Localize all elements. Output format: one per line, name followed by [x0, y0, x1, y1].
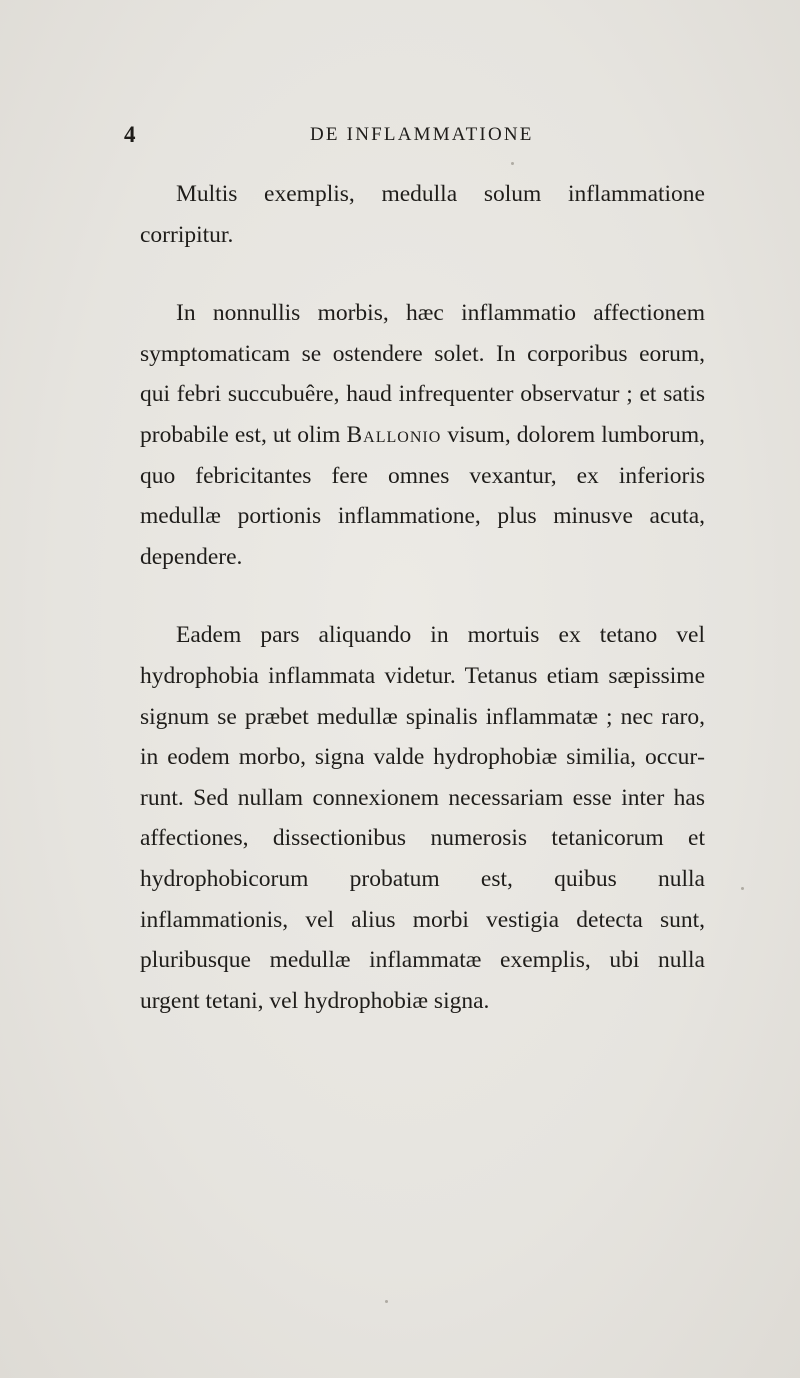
paragraph-2-part-2: visum, dolorem lumborum, quo febricitantes fere omnes vexantur, ex inferioris medullæ portionis inflammatione, plus minusve acuta, dependere.	[140, 421, 705, 570]
author-name-ballonio: Ballonio	[346, 421, 442, 448]
running-head: DE INFLAMMATIONE	[310, 124, 534, 145]
paragraph-3: Eadem pars aliquando in mortuis ex tetano vel hydrophobia inflammata videtur. Tetanus etiam sæpissime signum se præbet medullæ spinalis inflammatæ ; nec raro, in eodem morbo, signa valde hydrophobiæ similia, occurrunt. Sed nullam connexionem necessariam esse inter has affectiones, dissectionibus numerosis tetanicorum et hydrophobicorum probatum est, quibus nulla inflammationis, vel alius morbi vestigia detecta sunt, pluribusque medullæ inflammatæ exemplis, ubi nulla urgent tetani, vel hydrophobiæ signa.	[140, 622, 705, 1014]
body-text	[140, 174, 705, 1021]
paragraph-2-part-1: In nonnullis morbis, hæc inflammatio affectionem symptomaticam se ostendere solet. In corporibus eorum, qui febri succubuêre, haud infrequenter observatur ; et satis probabile est, ut olim	[140, 300, 705, 448]
paper-speck	[385, 1300, 388, 1303]
paragraph-1: Multis exemplis, medulla solum inflammatione corripitur.	[140, 181, 705, 248]
page-header	[0, 122, 800, 152]
paragraph-2	[140, 293, 705, 577]
paper-speck	[741, 887, 744, 890]
paper-speck	[511, 162, 514, 165]
page-number: 4	[124, 122, 136, 147]
